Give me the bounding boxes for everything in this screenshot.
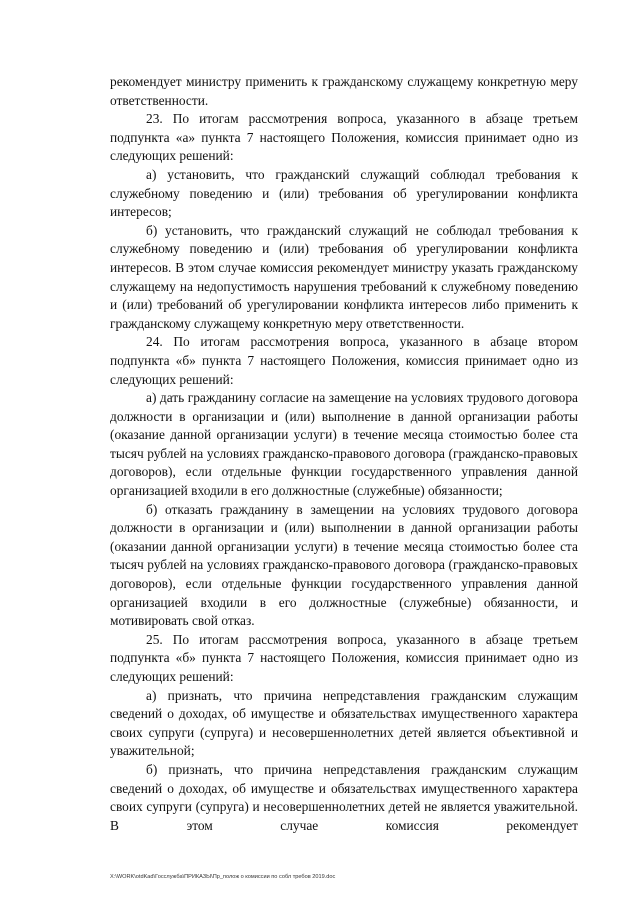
- paragraph-continuation: рекомендует министру применить к гражданскому служащему конкретную меру ответственности.: [110, 74, 578, 108]
- paragraph-item-25: 25. По итогам рассмотрения вопроса, указанного в абзаце третьем подпункта «б» пункта 7 настоящего Положения, комиссия принимает одно из следующих решений:: [110, 631, 578, 684]
- paragraph-item-23: 23. По итогам рассмотрения вопроса, указанного в абзаце третьем подпункта «а» пункта 7 настоящего Положения, комиссия принимает одно из следующих решений:: [110, 111, 578, 164]
- paragraph-item-24-a: а) дать гражданину согласие на замещение на условиях трудового договора должности в организации и (или) выполнение в данной организации работы (оказание данной организации услуги) в течение месяца стоимостью более ста тысяч рублей на условиях гражданско-правового договора (гражданско-правовых договоров), если отдельные функции государственного управления данной организацией входили в его должностные (служебные) обязанности;: [110, 390, 578, 499]
- document-body: [110, 73, 578, 835]
- paragraph-item-24: 24. По итогам рассмотрения вопроса, указанного в абзаце втором подпункта «б» пункта 7 настоящего Положения, комиссия принимает одно из следующих решений:: [110, 334, 578, 387]
- paragraph-item-25-a: а) признать, что причина непредставления гражданским служащим сведений о доходах, об имуществе и обязательствах имущественного характера своих супруги (супруга) и несовершеннолетних детей является объективной и уважительной;: [110, 687, 578, 759]
- paragraph-item-23-b: б) установить, что гражданский служащий не соблюдал требования к служебному поведению и (или) требования об урегулировании конфликта интересов. В этом случае комиссия рекомендует министру указать гражданскому служащему на недопустимость нарушения требований к служебному поведению и (или) требований об урегулировании конфликта интересов либо применить к гражданскому служащему конкретную меру ответственности.: [110, 222, 578, 331]
- footer-file-path: X:\WORK\otdKad\Госслужба\ПРИКАЗЫ\Пр_полож о комиссии по собл требов 2019.doc: [110, 874, 336, 880]
- paragraph-item-23-a: а) установить, что гражданский служащий соблюдал требования к служебному поведению и (или) требования об урегулировании конфликта интересов;: [110, 166, 578, 220]
- paragraph-item-24-b: б) отказать гражданину в замещении на условиях трудового договора должности в организации и (или) выполнении в данной организации работы (оказании данной организации услуги) в течение месяца стоимостью более ста тысяч рублей на условиях гражданско-правового договора (гражданско-правовых договоров), если отдельные функции государственного управления данной организацией входили в его должностные (служебные) обязанности, и мотивировать свой отказ.: [110, 501, 578, 629]
- paragraph-item-25-b: б) признать, что причина непредставления гражданским служащим сведений о доходах, об имуществе и обязательствах имущественного характера своих супруги (супруга) и несовершеннолетних детей не является уважительной. В этом случае комиссия рекомендует: [110, 761, 578, 833]
